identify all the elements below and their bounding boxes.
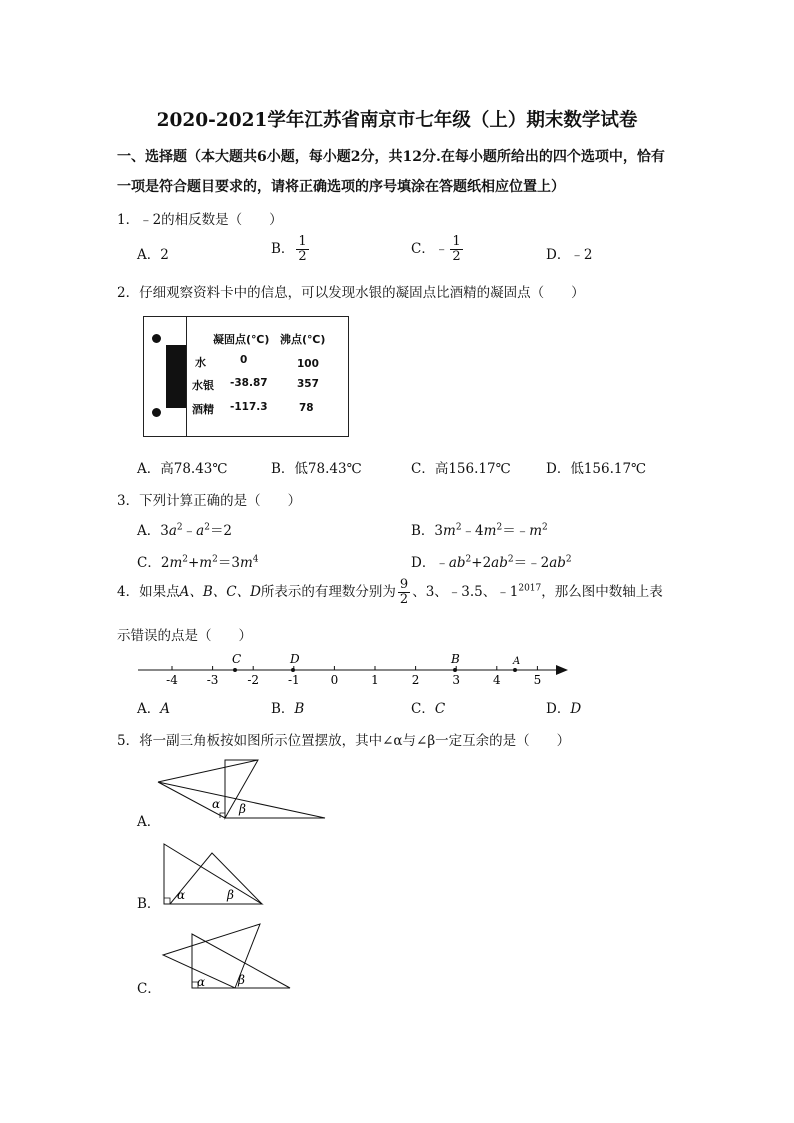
q3-option-a-prefix: A．	[137, 523, 161, 539]
q4-option-a	[137, 697, 170, 717]
q5-option-c-label: C．	[137, 981, 161, 997]
page-title: 2020-2021学年江苏省南京市七年级（上）期末数学试卷	[156, 110, 638, 131]
q2-option-c: C．高156.17℃	[411, 461, 511, 477]
card-row-alcohol-boil: 78	[299, 402, 314, 414]
q4-stem-line2: 示错误的点是（ ）	[117, 628, 252, 644]
q4-option-c-prefix: C．	[411, 701, 435, 717]
data-card	[143, 316, 349, 437]
q4-frac-numerator: 9	[399, 577, 409, 592]
q1-option-b-fraction	[296, 235, 308, 264]
number-line-arrow	[556, 665, 568, 675]
q3-option-d-prefix: D．	[411, 555, 436, 571]
section-heading-line2: 一项是符合题目要求的，请将正确选项的序号填涂在答题纸相应位置上）	[117, 179, 565, 195]
card-row-alcohol-freeze: -117.3	[230, 401, 268, 413]
q1-option-c	[411, 235, 465, 264]
q3-option-d: D．$﹣ab^2+2ab^2=﹣2ab^2$	[411, 554, 572, 571]
q5-figure-c	[160, 920, 300, 992]
q4-option-b-prefix: B．	[271, 701, 295, 717]
card-row-water-boil: 100	[297, 358, 319, 370]
axis-tick-label: -2	[247, 673, 260, 687]
q1-option-b-prefix: B．	[271, 241, 295, 257]
fig-b-beta: β	[227, 888, 234, 902]
fig-b-right-angle	[164, 898, 170, 904]
q1-c-denominator: 2	[452, 249, 461, 264]
card-row-mercury-name: 水银	[192, 379, 214, 392]
q4-option-b-value: B	[294, 701, 305, 717]
q4-stem	[117, 578, 663, 607]
point-c-dot	[233, 668, 237, 672]
q4-stem-pre: 4．如果点	[117, 584, 180, 600]
q4-option-d	[546, 697, 581, 717]
axis-tick-label: 4	[492, 673, 501, 687]
axis-tick-label: -1	[287, 673, 300, 687]
point-a-dot	[513, 668, 517, 672]
fig-a-beta: β	[239, 802, 246, 816]
q4-stem-mid: 所表示的有理数分别为	[260, 584, 396, 600]
point-d-dot	[291, 668, 295, 672]
q4-points: A、B、C、D	[179, 584, 261, 600]
card-row-water-freeze: 0	[240, 354, 248, 366]
q4-option-a-prefix: A．	[137, 701, 161, 717]
q1-option-b	[271, 235, 311, 264]
q5-option-a-label: A．	[137, 814, 161, 830]
q4-frac-denominator: 2	[399, 592, 409, 607]
axis-tick-label: 1	[371, 673, 379, 687]
card-divider	[186, 317, 187, 436]
fig-a-edge	[158, 760, 258, 782]
card-row-water-name: 水	[195, 356, 206, 369]
q5-stem: 5．将一副三角板按如图所示位置摆放，其中∠α与∠β一定互余的是（ ）	[117, 733, 571, 749]
q4-stem-end: ，那么图中数轴上表	[541, 584, 663, 600]
q3-option-c: C．$2m^2+m^2=3m^4$	[137, 554, 259, 571]
q1-b-denominator: 2	[298, 249, 307, 264]
fig-a-alpha: α	[212, 797, 221, 811]
q2-stem: 2．仔细观察资料卡中的信息，可以发现水银的凝固点比酒精的凝固点（ ）	[117, 285, 585, 301]
q3-option-c-prefix: C．	[137, 555, 161, 571]
q4-option-c-value: C	[434, 701, 446, 717]
q5-figure-a	[150, 756, 335, 826]
q4-option-a-value: A	[160, 701, 170, 717]
q3-option-a: A．$3a^2﹣a^2=2$	[137, 522, 233, 539]
q3-stem: 3．下列计算正确的是（ ）	[117, 493, 302, 509]
q5-figure-b	[155, 840, 270, 910]
q1-option-a: A．2	[137, 247, 169, 263]
q2-option-d: D．低156.17℃	[546, 461, 647, 477]
point-b-label: B	[451, 652, 460, 666]
q4-option-d-prefix: D．	[546, 701, 571, 717]
axis-tick-label: 3	[452, 673, 461, 687]
q2-option-a: A．高78.43℃	[137, 461, 228, 477]
point-b-dot	[453, 668, 457, 672]
card-binder-strip	[166, 345, 186, 408]
card-header-freeze: 凝固点(℃)	[213, 333, 270, 346]
card-hole-top	[152, 334, 161, 343]
q3-option-b: B．$3m^2﹣4m^2=﹣m^2$	[411, 522, 548, 539]
card-row-mercury-boil: 357	[297, 378, 319, 390]
point-d-label: D	[290, 652, 300, 666]
card-hole-bottom	[152, 408, 161, 417]
number-line	[130, 648, 580, 690]
axis-tick-label: -3	[206, 673, 219, 687]
q1-option-c-fraction	[450, 235, 462, 264]
card-row-mercury-freeze: -38.87	[230, 377, 268, 389]
axis-tick-label: 2	[411, 673, 420, 687]
q1-stem: 1．﹣2的相反数是（ ）	[117, 212, 283, 228]
axis-tick-label: 0	[330, 673, 339, 687]
q1-b-numerator: 1	[298, 234, 307, 249]
fig-c-triangle-1	[163, 924, 260, 988]
q5-option-b-label: B．	[137, 896, 161, 912]
q4-stem-post: 、3、﹣3.5、﹣1	[412, 584, 519, 600]
card-header-boil: 沸点(℃)	[280, 333, 326, 346]
point-a-label: A	[513, 656, 521, 667]
fig-c-beta: β	[238, 973, 245, 987]
q4-exponent: 2017	[518, 583, 542, 594]
q1-c-numerator: 1	[452, 234, 461, 249]
axis-tick-label: -4	[166, 673, 178, 687]
fig-c-alpha: α	[197, 975, 206, 989]
fig-b-alpha: α	[177, 888, 186, 902]
q1-option-c-prefix: C．﹣	[411, 241, 449, 257]
point-c-label: C	[232, 652, 242, 666]
q3-option-b-prefix: B．	[411, 523, 435, 539]
axis-tick-label: 5	[533, 673, 542, 687]
q2-option-b: B．低78.43℃	[271, 461, 362, 477]
q4-option-d-value: D	[570, 701, 582, 717]
card-row-alcohol-name: 酒精	[192, 403, 214, 416]
q4-option-b	[271, 697, 304, 717]
q1-option-d: D．﹣2	[546, 247, 593, 263]
q4-option-c	[411, 697, 445, 717]
q4-fraction	[398, 578, 410, 607]
section-heading-line1: 一、选择题（本大题共6小题，每小题2分，共12分.在每小题所给出的四个选项中，恰有	[117, 149, 665, 165]
